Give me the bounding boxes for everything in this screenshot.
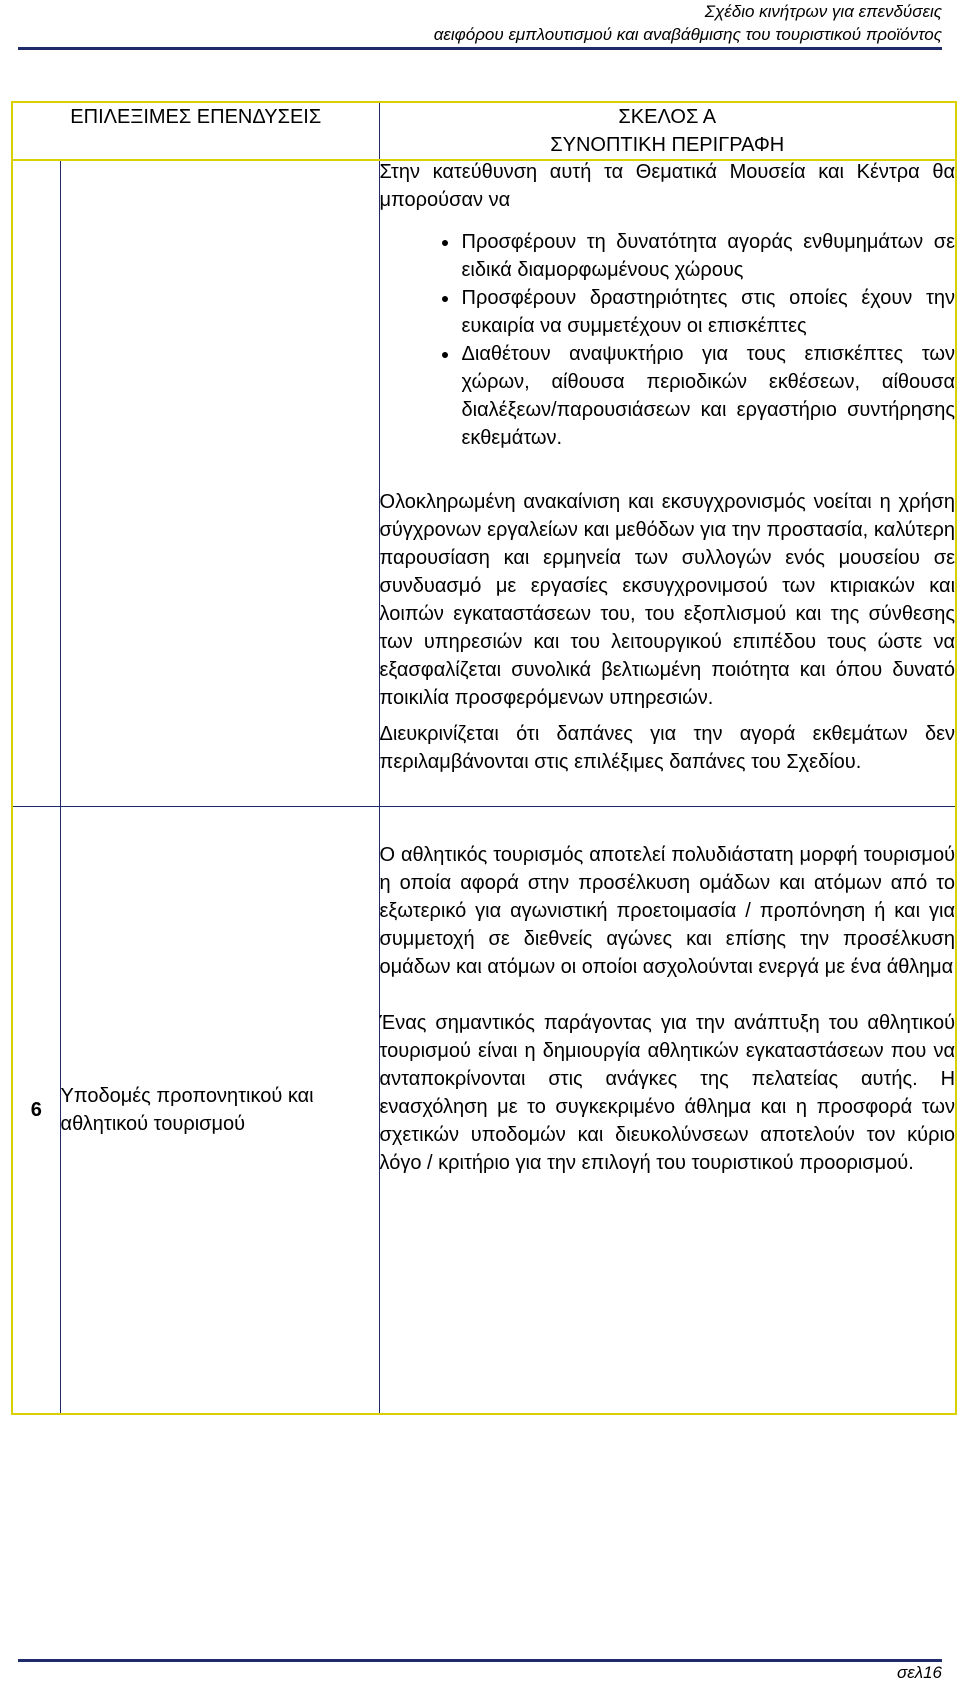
row-name-sports-tourism: Υποδομές προπονητικού και αθλητικού τουρισμού xyxy=(60,807,379,1414)
exhibits-note-paragraph: Διευκρινίζεται ότι δαπάνες για την αγορά εκθεμάτων δεν περιλαμβάνονται στις επιλέξιμες δαπάνες του Σχεδίου. xyxy=(379,723,956,773)
table-row xyxy=(12,160,956,807)
table-header-row xyxy=(12,102,956,160)
museums-intro: Στην κατεύθυνση αυτή τα Θεματικά Μουσεία και Κέντρα θα μπορούσαν να xyxy=(379,161,956,211)
footer-rule xyxy=(18,1659,942,1662)
sports-tourism-paragraph-1: Ο αθλητικός τουρισμός αποτελεί πολυδιάστατη μορφή τουρισμού η οποία αφορά στην προσέλκυση ομάδων και ατόμων από το εξωτερικό για αγωνιστική προετοιμασία / προπόνηση ή και για συμμετοχή σε διεθνείς αγώνες και επίσης την προσέλκυση ομάδων και ατόμων οι οποίοι ασχολούνται ενεργά με ένα άθλημα xyxy=(379,844,956,978)
museums-bullet-list xyxy=(380,228,956,452)
running-header xyxy=(434,0,942,46)
renovation-paragraph: Ολοκληρωμένη ανακαίνιση και εκσυγχρονισμός νοείται η χρήση σύγχρονων εργαλείων και μεθόδων για την προστασία, καλύτερη παρουσίαση και ερμηνεία των συλλογών ενός μουσείου σε συνδυασμό με εργασίες εκσυγχρονιμσού των κτιριακών και λοιπών εγκαταστάσεων του, του εξοπλισμού και της σύνθεσης των υπηρεσιών και του λειτουργικού επιπέδου τους ώστε να εξασφαλίζεται συνολικά βελτιωμένη ποιότητα και όπου δυνατό ποικιλία προσφερόμενων υπηρεσιών. xyxy=(379,491,956,709)
row-description-cell xyxy=(379,160,956,807)
header-line-2: αειφόρου εμπλουτισμού και αναβάθμισης του τουριστικού προϊόντος xyxy=(433,25,942,44)
list-item: • Προσφέρουν δραστηριότητες στις οποίες έχουν την ευκαιρία να συμμετέχουν οι επισκέπτες xyxy=(460,284,956,340)
row-name-cell xyxy=(60,160,379,807)
header-rule xyxy=(18,47,942,50)
row-number: 6 xyxy=(12,807,60,1414)
header-description xyxy=(379,102,956,160)
summary-description-label: ΣΥΝΟΠΤΙΚΗ ΠΕΡΙΓΡΑΦΗ xyxy=(550,134,785,156)
eligible-investments-label: ΕΠΙΛΕΞΙΜΕΣ ΕΠΕΝΔΥΣΕΙΣ xyxy=(70,106,322,128)
row-number-cell xyxy=(12,160,60,807)
list-item: • Προσφέρουν τη δυνατότητα αγοράς ενθυμημάτων σε ειδικά διαμορφωμένους χώρους xyxy=(460,228,956,284)
table-row xyxy=(12,807,956,1414)
header-line-1: Σχέδιο κινήτρων για επενδύσεις xyxy=(704,2,942,21)
section-a-label: ΣΚΕΛΟΣ Α xyxy=(618,106,717,128)
header-eligible-investments xyxy=(12,102,379,160)
row-description-cell xyxy=(379,807,956,1414)
page-number: σελ16 xyxy=(897,1663,942,1682)
sports-tourism-paragraph-2: Ένας σημαντικός παράγοντας για την ανάπτυξη του αθλητικού τουρισμού είναι η δημιουργία αθλητικών εγκαταστάσεων που να ανταποκρίνονται στις ανάγκες της πελατείας αυτής. Η ενασχόληση με το συγκεκριμένο άθλημα και η προσφορά των σχετικών υποδομών και διευκολύνσεων αποτελούν τον κύριο λόγο / κριτήριο για την επιλογή του τουριστικού προορισμού. xyxy=(379,1012,956,1174)
investments-table xyxy=(11,101,957,1415)
list-item: • Διαθέτουν αναψυκτήριο για τους επισκέπτες των χώρων, αίθουσα περιοδικών εκθέσεων, αίθουσα διαλέξεων/παρουσιάσεων και εργαστήριο συντήρησης εκθεμάτων. xyxy=(460,340,956,452)
